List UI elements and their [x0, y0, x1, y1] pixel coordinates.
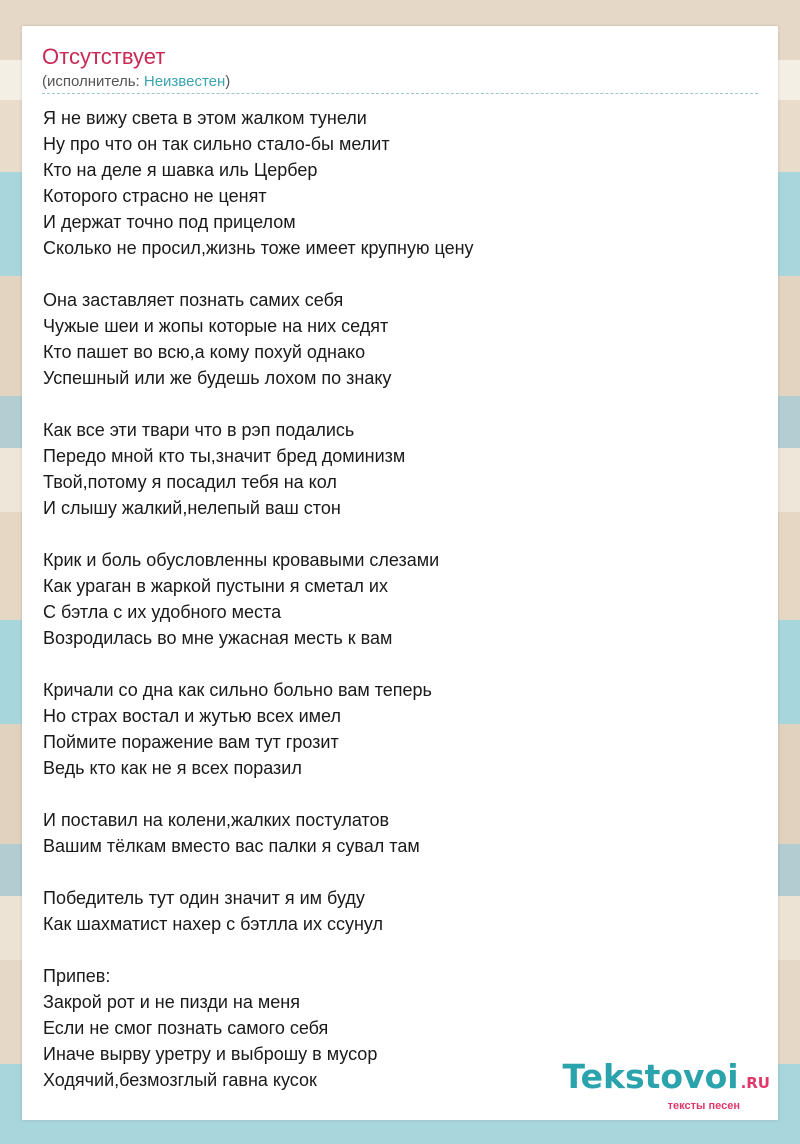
- lyric-line: Ведь кто как не я всех поразил: [43, 758, 302, 778]
- lyric-line: Ну про что он так сильно стало-бы мелит: [43, 134, 390, 154]
- artist-suffix: ): [225, 73, 231, 90]
- lyric-line: Закрой рот и не пизди на меня: [43, 992, 300, 1012]
- lyric-line: Вашим тёлкам вместо вас палки я сувал там: [43, 836, 420, 856]
- lyric-line: Припев:: [43, 966, 111, 986]
- lyric-line: С бэтла с их удобного места: [43, 602, 282, 622]
- lyric-line: Которого страсно не ценят: [43, 186, 267, 206]
- lyric-line: И держат точно под прицелом: [43, 212, 296, 232]
- artist-line: [42, 73, 230, 91]
- lyric-line: Чужые шеи и жопы которые на них седят: [43, 316, 389, 336]
- lyric-line: Победитель тут один значит я им буду: [43, 888, 365, 908]
- lyric-blank-line: [43, 521, 763, 547]
- site-logo[interactable]: [562, 1057, 770, 1112]
- logo-tagline: тексты песен: [667, 1100, 740, 1112]
- lyric-line: Если не смог познать самого себя: [43, 1018, 329, 1038]
- lyric-line: Кто пашет во всю,а кому похуй однако: [43, 342, 366, 362]
- lyric-line: Но страх востал и жутью всех имел: [43, 706, 341, 726]
- lyric-blank-line: [43, 651, 763, 677]
- artist-name-link[interactable]: Неизвестен: [143, 73, 226, 90]
- lyric-line: И поставил на колени,жалких постулатов: [43, 810, 390, 830]
- lyric-line: Как ураган в жаркой пустыни я сметал их: [43, 576, 388, 596]
- logo-wordmark: [562, 1057, 770, 1100]
- lyric-line: Сколько не просил,жизнь тоже имеет крупную цену: [43, 238, 474, 258]
- lyrics-text: [43, 105, 763, 1093]
- lyric-line: Я не вижу света в этом жалком тунели: [43, 108, 367, 128]
- lyric-line: Как шахматист нахер с бэтлла их ссунул: [43, 914, 383, 934]
- song-title: Отсутствует: [42, 44, 166, 69]
- lyric-line: Кричали со дна как сильно больно вам теперь: [43, 680, 432, 700]
- lyric-line: Твой,потому я посадил тебя на кол: [43, 472, 337, 492]
- dashed-divider: [42, 93, 758, 94]
- lyric-blank-line: [43, 781, 763, 807]
- lyric-blank-line: [43, 859, 763, 885]
- lyrics-sheet: [22, 26, 778, 1120]
- logo-main-text: Tekstovoi: [562, 1057, 739, 1096]
- lyric-blank-line: [43, 261, 763, 287]
- lyric-line: Как все эти твари что в рэп подались: [43, 420, 355, 440]
- lyric-line: Она заставляет познать самих себя: [43, 290, 344, 310]
- lyric-line: Успешный или же будешь лохом по знаку: [43, 368, 392, 388]
- lyric-line: И слышу жалкий,нелепый ваш стон: [43, 498, 341, 518]
- lyric-line: Кто на деле я шавка иль Цербер: [43, 160, 318, 180]
- logo-tld: .RU: [740, 1074, 770, 1092]
- lyric-line: Поймите поражение вам тут грозит: [43, 732, 339, 752]
- lyric-line: Передо мной кто ты,значит бред доминизм: [43, 446, 406, 466]
- lyric-blank-line: [43, 391, 763, 417]
- artist-prefix: (исполнитель:: [42, 73, 144, 90]
- lyric-line: Крик и боль обусловленны кровавыми слезами: [43, 550, 440, 570]
- lyric-line: Иначе вырву уретру и выброшу в мусор: [43, 1044, 378, 1064]
- lyric-line: Возродилась во мне ужасная месть к вам: [43, 628, 393, 648]
- lyric-blank-line: [43, 937, 763, 963]
- lyric-line: Ходячий,безмозглый гавна кусок: [43, 1070, 317, 1090]
